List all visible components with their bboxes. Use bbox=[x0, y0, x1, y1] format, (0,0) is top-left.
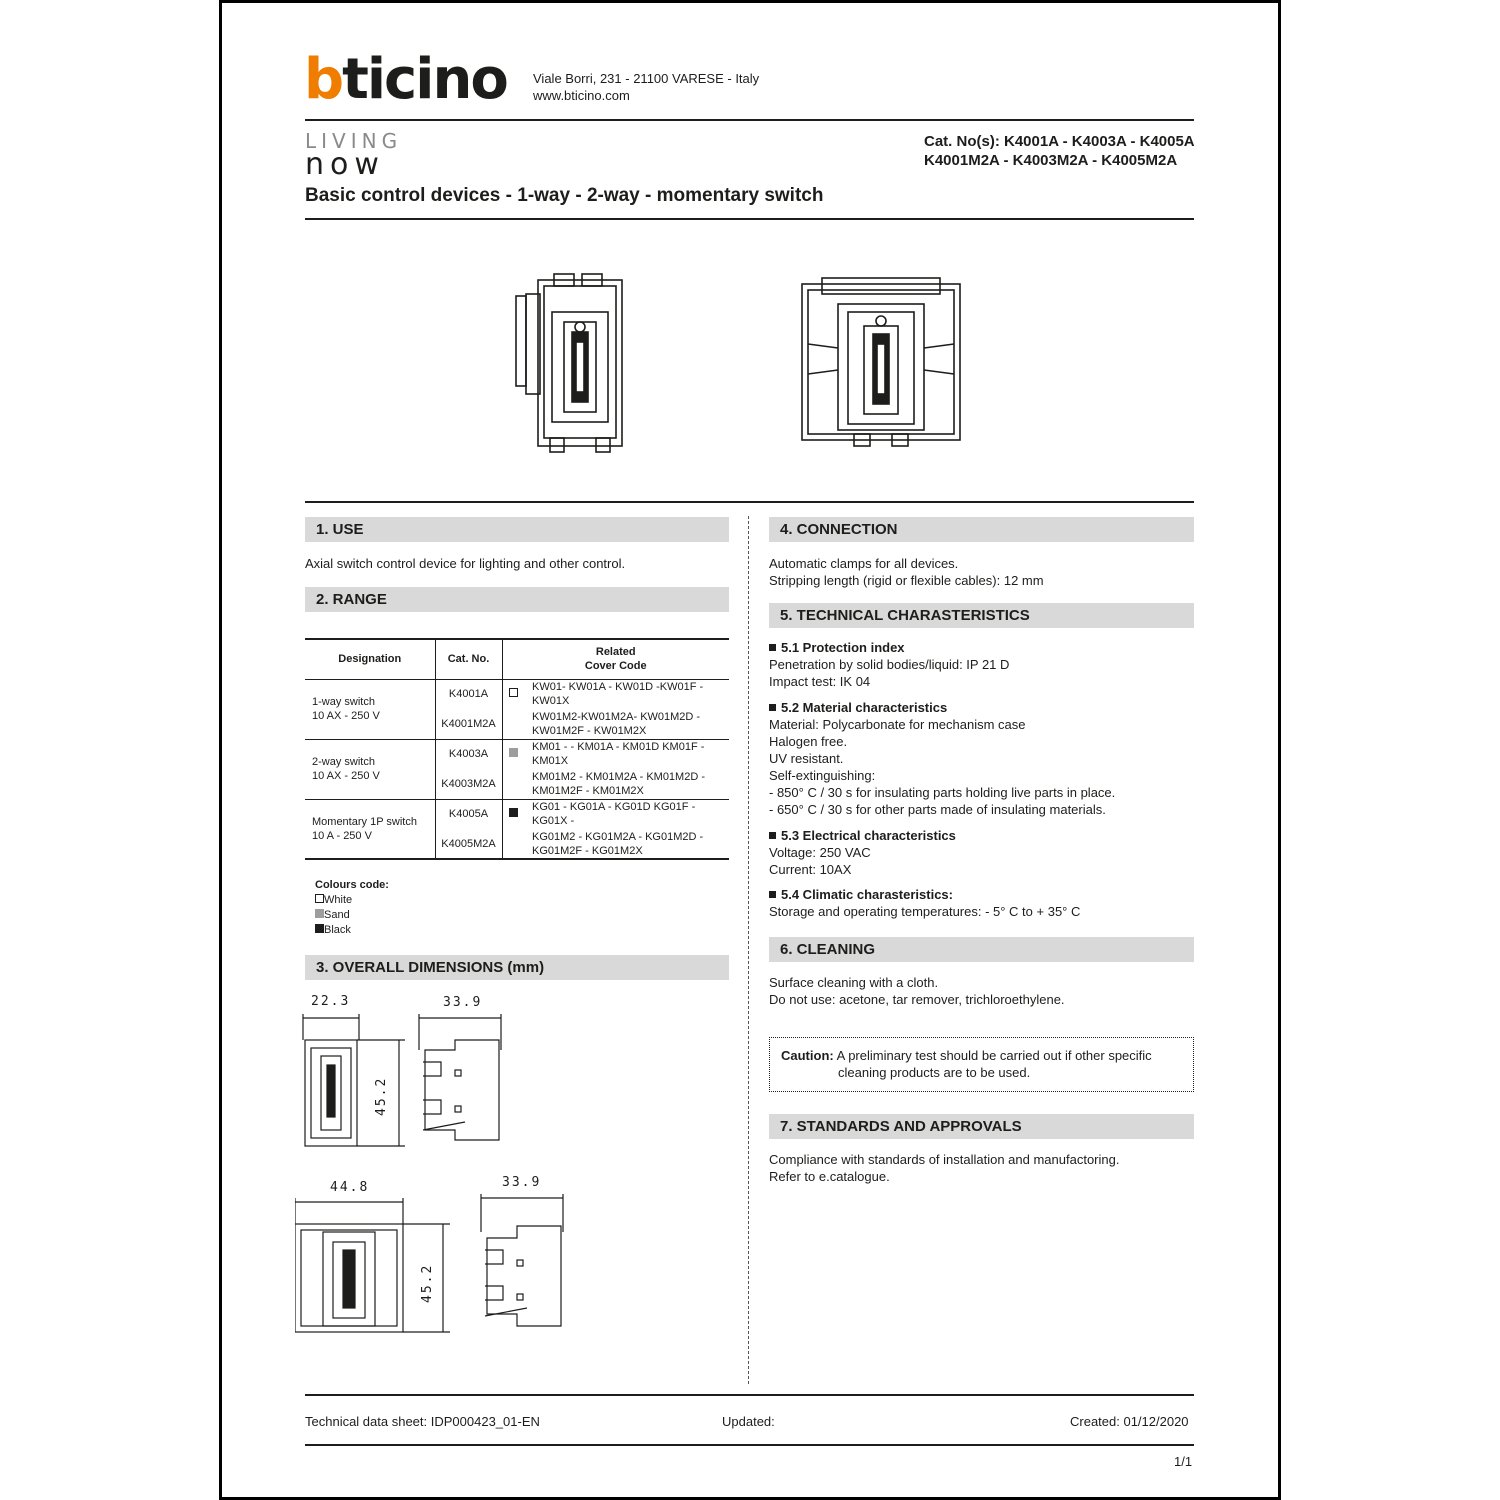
material-line: - 850° C / 30 s for insulating parts holding live parts in place. bbox=[769, 785, 1116, 800]
material-line: UV resistant. bbox=[769, 751, 844, 766]
brand-logo-text: bticino bbox=[304, 47, 507, 112]
dim-height-1-module: 45.2 bbox=[374, 1076, 389, 1116]
series-living: LIVING bbox=[305, 129, 403, 153]
designation-line-1: 1-way switch bbox=[312, 696, 375, 708]
bullet-icon bbox=[769, 644, 776, 651]
connection-line-1: Automatic clamps for all devices. bbox=[769, 556, 959, 571]
electrical-block bbox=[769, 827, 956, 878]
cover-line: KM01M2F - KM01M2X bbox=[532, 784, 644, 797]
colour-swatch-cell bbox=[502, 739, 524, 769]
designation-line-1: 2-way switch bbox=[312, 756, 375, 768]
cover-line: KW01X bbox=[532, 695, 570, 708]
colour-swatch-cell bbox=[502, 769, 524, 799]
colours-legend bbox=[315, 878, 389, 938]
bullet-icon bbox=[769, 891, 776, 898]
catno-cell: K4003A bbox=[435, 739, 502, 769]
legend-item bbox=[315, 923, 389, 938]
white-swatch-icon bbox=[509, 688, 518, 697]
dim-depth-2-module: 33.9 bbox=[502, 1175, 542, 1190]
table-row bbox=[305, 679, 729, 709]
colour-swatch-cell bbox=[502, 829, 524, 859]
material-line: Self-extinguishing: bbox=[769, 768, 876, 783]
cover-line: KW01- KW01A - KW01D -KW01F - bbox=[532, 681, 704, 694]
sand-swatch-icon bbox=[509, 748, 518, 757]
dim-width-1-module: 22.3 bbox=[311, 994, 351, 1009]
black-swatch-icon bbox=[509, 808, 518, 817]
colour-swatch-cell bbox=[502, 679, 524, 709]
cover-line: KM01M2 - KM01M2A - KM01M2D - bbox=[532, 770, 705, 783]
legend-label: White bbox=[324, 894, 353, 906]
content-rule bbox=[305, 501, 1194, 503]
header-rule-top bbox=[305, 119, 1194, 121]
material-line: - 650° C / 30 s for other parts made of insulating materials. bbox=[769, 802, 1106, 817]
cover-cell bbox=[524, 769, 729, 799]
cover-line: KG01M2F - KG01M2X bbox=[532, 844, 643, 857]
electrical-title bbox=[769, 827, 956, 844]
cleaning-line-1: Surface cleaning with a cloth. bbox=[769, 975, 939, 990]
climatic-block bbox=[769, 886, 1080, 920]
colour-swatch-cell bbox=[502, 799, 524, 829]
material-block bbox=[769, 699, 1115, 818]
catalogue-numbers bbox=[924, 132, 1195, 170]
company-address bbox=[533, 70, 759, 104]
dim-height-2-module: 45.2 bbox=[420, 1263, 435, 1303]
dim-width-2-module: 44.8 bbox=[330, 1180, 370, 1195]
header-cover-line-1: Related bbox=[595, 646, 636, 659]
cover-line: KM01 - - KM01A - KM01D KM01F - bbox=[532, 741, 705, 754]
protection-index-block bbox=[769, 639, 1009, 690]
footer-created: Created: 01/12/2020 bbox=[1070, 1414, 1189, 1429]
footer-rule-bottom bbox=[305, 1444, 1194, 1446]
cleaning-line-2: Do not use: acetone, tar remover, trichloroethylene. bbox=[769, 992, 1065, 1007]
cover-line: KW01M2F - KW01M2X bbox=[532, 724, 647, 737]
legend-label: Sand bbox=[324, 909, 350, 921]
electrical-line: Current: 10AX bbox=[769, 862, 852, 877]
designation-line-2: 10 AX - 250 V bbox=[312, 770, 380, 782]
protection-title bbox=[769, 639, 1009, 656]
range-table-header bbox=[305, 639, 729, 679]
footer-sheet-id: Technical data sheet: IDP000423_01-EN bbox=[305, 1414, 540, 1429]
legend-item bbox=[315, 893, 389, 908]
cover-cell bbox=[524, 709, 729, 739]
cover-line: KG01X - bbox=[532, 815, 575, 828]
header-designation: Designation bbox=[305, 639, 435, 679]
section-cleaning-heading: 6. CLEANING bbox=[769, 937, 1194, 962]
table-row bbox=[305, 739, 729, 769]
material-line: Material: Polycarbonate for mechanism case bbox=[769, 717, 1026, 732]
cover-line: KW01M2-KW01M2A- KW01M2D - bbox=[532, 710, 701, 723]
cover-cell bbox=[524, 799, 729, 829]
cat-numbers-line-1: Cat. No(s): K4001A - K4003A - K4005A bbox=[924, 133, 1195, 150]
catno-cell: K4001A bbox=[435, 679, 502, 709]
designation-line-1: Momentary 1P switch bbox=[312, 815, 417, 828]
cover-cell bbox=[524, 679, 729, 709]
material-title-text: 5.2 Material characteristics bbox=[781, 700, 948, 715]
sand-swatch-icon bbox=[315, 909, 324, 918]
connection-line-2: Stripping length (rigid or flexible cables): 12 mm bbox=[769, 573, 1044, 588]
connection-text bbox=[769, 555, 1044, 589]
catno-cell: K4005M2A bbox=[435, 829, 502, 859]
catno-cell: K4003M2A bbox=[435, 769, 502, 799]
website-link[interactable]: www.bticino.com bbox=[533, 88, 630, 103]
designation-cell bbox=[305, 739, 435, 799]
cleaning-text bbox=[769, 974, 1065, 1008]
dim-depth-1-module: 33.9 bbox=[443, 995, 483, 1010]
section-use-heading: 1. USE bbox=[305, 517, 729, 542]
protection-line: Impact test: IK 04 bbox=[769, 674, 871, 689]
colours-title: Colours code: bbox=[315, 879, 389, 891]
cat-numbers-line-2: K4001M2A - K4003M2A - K4005M2A bbox=[924, 152, 1178, 169]
designation-line-2: 10 AX - 250 V bbox=[312, 710, 380, 722]
designation-line-2: 10 A - 250 V bbox=[312, 829, 372, 842]
catno-cell: K4001M2A bbox=[435, 709, 502, 739]
column-divider bbox=[748, 516, 749, 1384]
white-swatch-icon bbox=[315, 894, 324, 903]
black-swatch-icon bbox=[315, 924, 324, 933]
caution-line-2: cleaning products are to be used. bbox=[838, 1065, 1031, 1080]
cover-line: KG01M2 - KG01M2A - KG01M2D - bbox=[532, 830, 704, 843]
caution-line-1 bbox=[781, 1047, 1193, 1064]
protection-title-text: 5.1 Protection index bbox=[781, 640, 905, 655]
footer-updated: Updated: bbox=[722, 1414, 775, 1429]
bullet-icon bbox=[769, 832, 776, 839]
section-dimensions-heading: 3. OVERALL DIMENSIONS (mm) bbox=[305, 955, 729, 980]
protection-line: Penetration by solid bodies/liquid: IP 21 D bbox=[769, 657, 1010, 672]
range-table bbox=[305, 638, 729, 860]
footer-rule-top bbox=[305, 1394, 1194, 1396]
standards-line-2: Refer to e.catalogue. bbox=[769, 1169, 890, 1184]
section-range-heading: 2. RANGE bbox=[305, 587, 729, 612]
caution-text: A preliminary test should be carried out if other specific bbox=[836, 1048, 1152, 1063]
material-title bbox=[769, 699, 1115, 716]
product-image-1-module bbox=[510, 272, 630, 458]
caution-label: Caution: bbox=[781, 1048, 834, 1063]
material-line: Halogen free. bbox=[769, 734, 848, 749]
catno-cell: K4005A bbox=[435, 799, 502, 829]
caution-box bbox=[769, 1037, 1194, 1092]
header-catno: Cat. No. bbox=[435, 639, 502, 679]
climatic-title bbox=[769, 886, 1080, 903]
legend-item bbox=[315, 908, 389, 923]
colour-swatch-cell bbox=[502, 709, 524, 739]
page-number: 1/1 bbox=[1174, 1454, 1193, 1469]
section-connection-heading: 4. CONNECTION bbox=[769, 517, 1194, 542]
cover-cell bbox=[524, 739, 729, 769]
climatic-line: Storage and operating temperatures: - 5° C to + 35° C bbox=[769, 904, 1081, 919]
electrical-line: Voltage: 250 VAC bbox=[769, 845, 871, 860]
cover-line: KG01 - KG01A - KG01D KG01F - bbox=[532, 801, 696, 814]
use-text: Axial switch control device for lighting and other control. bbox=[305, 556, 626, 571]
climatic-title-text: 5.4 Climatic charasteristics: bbox=[781, 887, 953, 902]
designation-cell bbox=[305, 679, 435, 739]
designation-cell bbox=[305, 799, 435, 859]
series-now: now bbox=[305, 147, 385, 182]
legend-label: Black bbox=[324, 924, 351, 936]
table-row bbox=[305, 799, 729, 829]
bullet-icon bbox=[769, 704, 776, 711]
section-technical-heading: 5. TECHNICAL CHARASTERISTICS bbox=[769, 603, 1194, 628]
standards-text bbox=[769, 1151, 1119, 1185]
cover-line: KM01X bbox=[532, 755, 569, 768]
product-image-2-module bbox=[798, 274, 964, 450]
header-cover-code bbox=[502, 639, 729, 679]
section-standards-heading: 7. STANDARDS AND APPROVALS bbox=[769, 1114, 1194, 1139]
brand-logo bbox=[304, 47, 507, 112]
address-line-1: Viale Borri, 231 - 21100 VARESE - Italy bbox=[533, 71, 760, 86]
electrical-title-text: 5.3 Electrical characteristics bbox=[781, 828, 956, 843]
standards-line-1: Compliance with standards of installation and manufactoring. bbox=[769, 1152, 1120, 1167]
header-cover-line-2: Cover Code bbox=[584, 660, 647, 673]
cover-cell bbox=[524, 829, 729, 859]
header-rule-bottom bbox=[305, 218, 1194, 220]
page-title: Basic control devices - 1-way - 2-way - momentary switch bbox=[305, 185, 824, 206]
